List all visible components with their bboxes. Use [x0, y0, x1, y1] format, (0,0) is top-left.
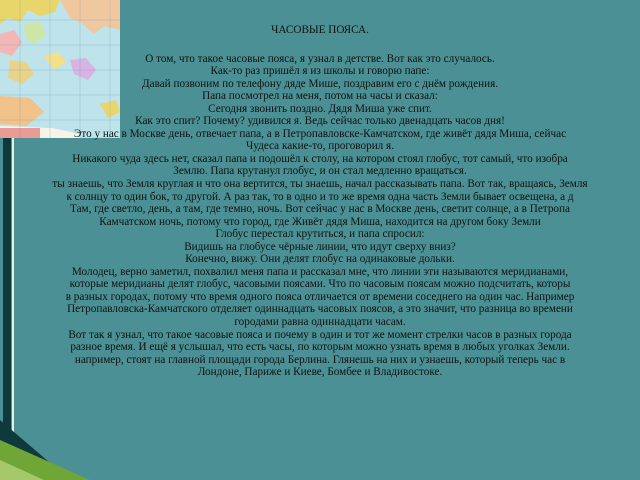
text-line: Как-то раз пришёл я из школы и говорю папе:	[210, 65, 430, 78]
text-line: разное время. И ещё я услышал, что есть часы, по которым можно узнать время в любых уголках Земли.	[70, 341, 570, 354]
text-line: Там, где светло, день, а там, где темно, ночь. Вот сейчас у нас в Москве день, светит солнце, а в Петропа	[70, 203, 570, 216]
text-line: которые меридианы делят глобус, часовыми поясами. Что по часовым поясам можно подсчитать, которы	[69, 278, 571, 291]
text-line: например, стоят на главной площади города Берлина. Глянешь на них и узнаешь, который теперь час в	[74, 353, 566, 366]
text-line: О том, что такое часовые пояса, я узнал в детстве. Вот как это случалось.	[145, 52, 495, 65]
text-line: Никакого чуда здесь нет, сказал папа и подошёл к столу, на котором стоял глобус, тот самый, что изобра	[72, 152, 568, 165]
text-line: Вот так я узнал, что такое часовые пояса и почему в один и тот же момент стрелки часов в разных города	[68, 328, 572, 341]
text-line: ты знаешь, что Земля круглая и что она вертится, ты знаешь, начал рассказывать папа. Вот так, вращаясь, Земля	[52, 178, 588, 191]
text-line: Лондоне, Париже и Киеве, Бомбее и Владивостоке.	[197, 366, 443, 379]
text-line: Давай позвоним по телефону дяде Мише, поздравим его с днём рождения.	[141, 77, 499, 90]
text-line: Сегодня звонить поздно. Дядя Миша уже спит.	[208, 102, 432, 115]
text-line: Это у нас в Москве день, отвечает папа, а в Петропавловске-Камчатском, где живёт дядя Миша, сейчас	[73, 127, 567, 140]
text-line: Чудеса какие-то, проговорил я.	[245, 140, 394, 153]
document-title: ЧАСОВЫЕ ПОЯСА.	[271, 24, 369, 36]
text-line: Петропавловска-Камчатского отделяет одиннадцать часовых поясов, а это значит, что разница во времени	[67, 303, 573, 316]
text-line: к солнцу то один бок, то другой. А раз так, то в одно и то же время одна часть Земли бывает освещена, а д	[66, 190, 574, 203]
text-line: Молодец, верно заметил, похвалил меня папа и рассказал мне, что линии эти называются меридианами,	[71, 265, 569, 278]
text-line: Видишь на глобусе чёрные линии, что идут сверху вниз?	[184, 240, 456, 253]
text-line: в разных городах, потому что время одного пояса отличается от времени соседнего на один час. Например	[65, 290, 575, 303]
text-line: Папа посмотрел на меня, потом на часы и сказал:	[202, 90, 438, 103]
text-line: Землю. Папа крутанул глобус, и он стал медленно вращаться.	[173, 165, 467, 178]
story-text	[0, 24, 640, 480]
text-line: Как это спит? Почему? удивился я. Ведь сейчас только двенадцать часов дня!	[135, 115, 505, 128]
text-line: Камчатском ночь, потому что город, где Живёт дядя Миша, находится на другом боку Земли	[99, 215, 541, 228]
text-line: Конечно, вижу. Они делят глобус на одинаковые дольки.	[185, 253, 455, 266]
text-line: Глобус перестал крутиться, и папа спросил:	[215, 228, 425, 241]
text-line: городами равна одиннадцати часам.	[234, 316, 406, 329]
